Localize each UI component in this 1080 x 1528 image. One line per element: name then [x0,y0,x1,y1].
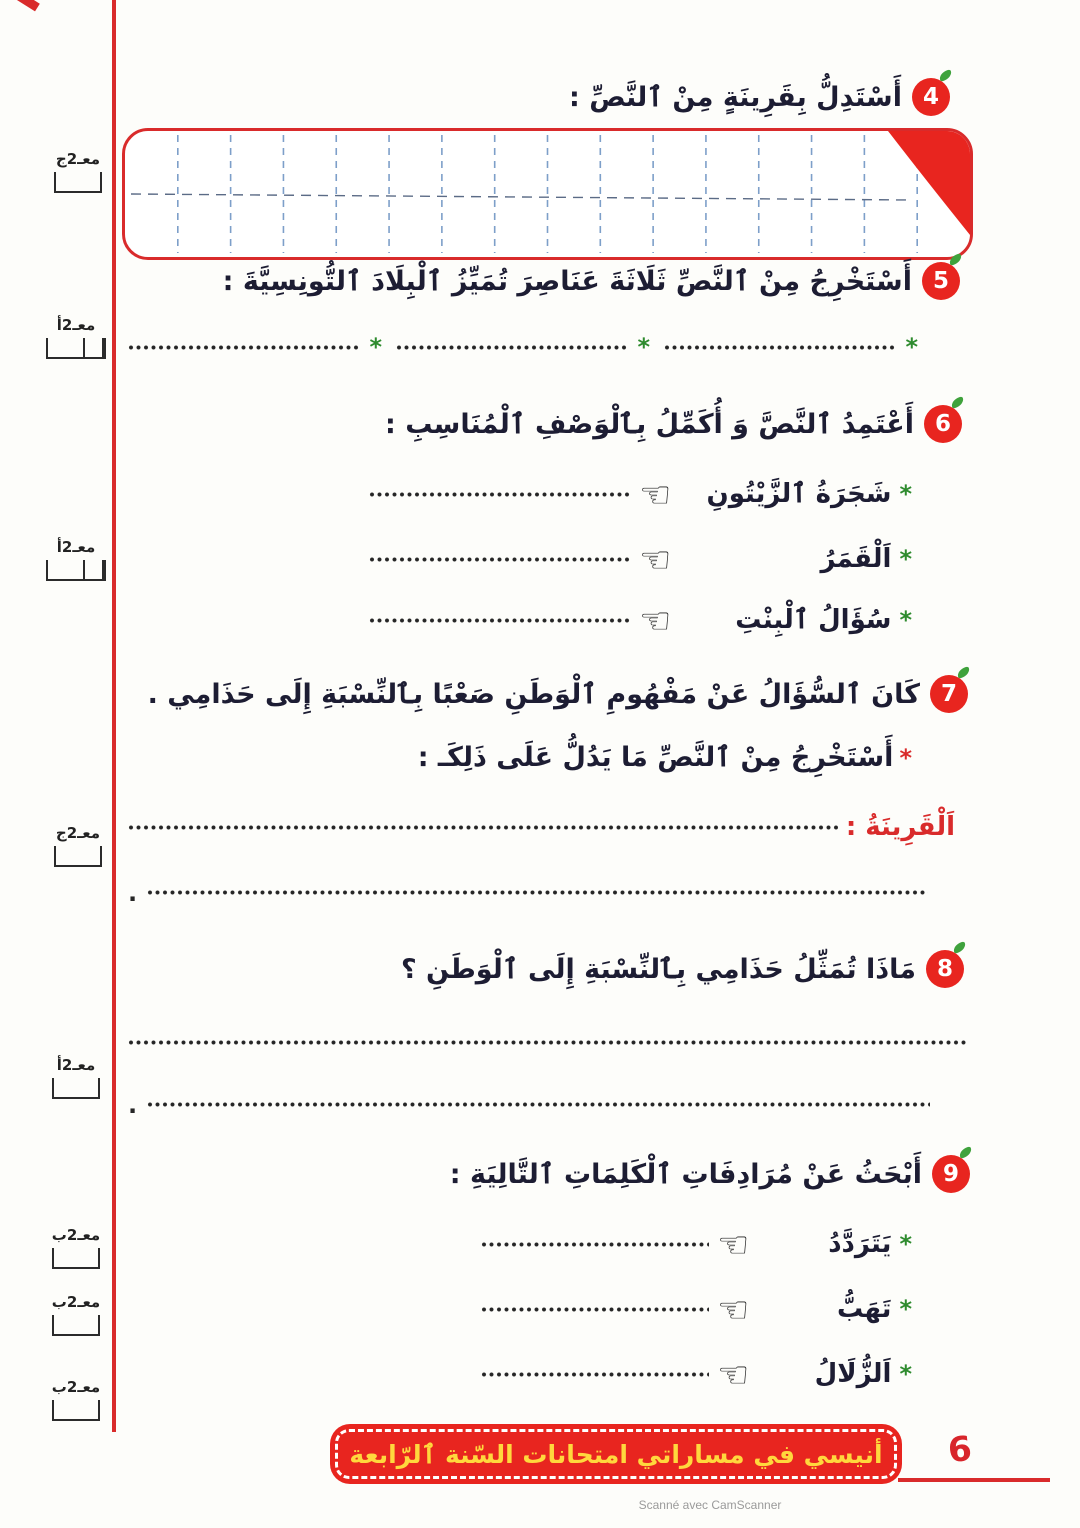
hand-pointing-left-icon: ☜ [717,1290,750,1331]
hand-pointing-left-icon: ☜ [639,475,672,516]
question-7-answer-row [128,812,955,842]
asterisk-marker: * [369,333,382,361]
dotted-line [369,616,631,625]
hand-pointing-left-icon: ☜ [717,1225,750,1266]
answer-blank [664,335,918,359]
question-number: 9 [943,1161,960,1187]
score-bracket [52,1315,100,1336]
question-9-item [481,1355,912,1396]
margin-mark [44,1058,108,1099]
question-number-badge [932,1155,970,1193]
dotted-line [369,555,631,564]
question-number-badge [924,405,962,443]
asterisk-marker: * [899,1230,912,1258]
dotted-line [128,1038,966,1047]
question-text: أَسْتَخْرِجُ مِنْ ٱلنَّصِّ ثَلَاثَةَ عَنَاصِرَ تُمَيِّزُ ٱلْبِلَادَ ٱلتُّونِسِيَّةَ : [222,265,912,297]
criterion-label: معـ2ب [51,1293,101,1311]
question-number-badge [912,78,950,116]
question-8-answer-line-2: . [128,1100,930,1109]
score-bracket [52,1078,100,1099]
question-7-answer-line-2: . [128,888,928,897]
dotted-line [664,343,897,352]
subtask-text: أَسْتَخْرِجُ مِنْ ٱلنَّصِّ مَا يَدُلُّ عَلَى ذَلِكَـ : [417,742,894,773]
asterisk-marker: * [899,480,912,508]
score-bracket [54,172,102,193]
scan-credit: Scanné avec CamScanner [638,1498,782,1512]
dotted-line [147,888,928,897]
question-number: 8 [937,956,954,982]
answer-label: اَلْقَرِينَةُ : [845,812,955,842]
question-9-item [481,1225,912,1266]
question-number-badge [926,950,964,988]
asterisk-marker: * [899,1295,912,1323]
answer-blank [396,335,650,359]
question-number: 4 [923,84,940,110]
margin-mark [44,1380,108,1421]
margin-mark [44,318,108,359]
score-bracket [52,1248,100,1269]
criterion-label: معـ2ج [55,824,101,842]
asterisk-marker: * [899,743,912,772]
question-number-badge [922,262,960,300]
question-6-header [385,405,962,443]
question-7-header [148,675,968,713]
score-bracket [52,1400,100,1421]
question-5-header [223,262,960,300]
hand-pointing-left-icon: ☜ [639,601,672,642]
question-6-item [369,540,912,581]
item-label: سُؤَالُ ٱلْبِنْتِ [735,605,892,635]
leaf-icon [956,666,971,679]
page-number: 6 [945,1428,974,1472]
question-number: 5 [933,268,950,294]
item-label: يَتَرَدَّدُ [828,1229,892,1259]
asterisk-marker: * [899,1360,912,1388]
footer-rule-line [898,1478,1050,1482]
dotted-line [481,1305,709,1314]
asterisk-marker: * [899,545,912,573]
item-label: اَلْقَمَرُ [820,544,892,574]
question-4-header [569,78,950,116]
leaf-icon [958,1146,973,1159]
dotted-line [147,1100,930,1109]
item-label: شَجَرَةُ ٱلزَّيْتُونِ [706,479,892,509]
question-9-item [481,1290,912,1331]
margin-mark [46,152,110,193]
question-text: كَانَ ٱلسُّؤَالُ عَنْ مَفْهُومِ ٱلْوَطَنِ صَعْبًا بِٱلنِّسْبَةِ إِلَى حَذَامِي . [147,678,920,710]
answer-grid-box [122,128,973,260]
question-number: 7 [941,681,958,707]
question-9-header [450,1155,970,1193]
asterisk-marker: * [899,606,912,634]
criterion-label: معـ2أ [56,1056,96,1074]
dotted-line [369,490,631,499]
score-bracket [54,846,102,867]
question-number: 6 [935,411,952,437]
question-8-header [401,950,964,988]
leaf-icon [952,941,967,954]
question-text: أَعْتَمِدُ ٱلنَّصَّ وَ أُكَمِّلُ بِٱلْوَصْفِ ٱلْمُنَاسِبِ : [385,408,914,440]
footer-banner [330,1424,902,1484]
leaf-icon [950,396,965,409]
margin-mark [44,540,108,581]
criterion-label: معـ2أ [56,538,96,556]
dotted-line [128,823,838,832]
margin-rule-line [112,0,116,1432]
grid-lines [125,131,970,257]
margin-mark [46,826,110,867]
margin-mark [44,1295,108,1336]
question-5-blanks [128,335,918,359]
leaf-icon [938,69,953,82]
margin-mark [44,1228,108,1269]
asterisk-marker: * [637,333,650,361]
criterion-label: معـ2أ [56,316,96,334]
dotted-line [396,343,629,352]
question-text: أَبْحَثُ عَنْ مُرَادِفَاتِ ٱلْكَلِمَاتِ ٱلتَّالِيَةِ : [449,1158,922,1190]
dotted-line [128,343,361,352]
dotted-line [481,1370,709,1379]
question-6-item [369,475,912,516]
item-label: اَلزُّلَالُ [814,1359,892,1389]
criterion-label: معـ2ب [51,1226,101,1244]
item-label: تَهَبُّ [836,1294,892,1324]
question-6-item [369,601,912,642]
asterisk-marker: * [905,333,918,361]
criterion-label: معـ2ب [51,1378,101,1396]
question-text: أَسْتَدِلُّ بِقَرِينَةٍ مِنْ ٱلنَّصِّ : [569,81,902,113]
answer-blank [128,335,382,359]
score-bracket [46,338,106,359]
dotted-line [481,1240,709,1249]
page-edge-mark [6,0,40,11]
folded-corner-icon [850,131,970,241]
hand-pointing-left-icon: ☜ [639,540,672,581]
score-bracket [46,560,106,581]
question-number-badge [930,675,968,713]
question-7-subtask [418,742,912,773]
footer-banner-text: أنيسي في مساراتي امتحانات السّنة ٱلرّابعة [349,1439,883,1469]
criterion-label: معـ2ج [55,150,101,168]
question-text: مَاذَا تُمَثِّلُ حَذَامِي بِٱلنِّسْبَةِ إِلَى ٱلْوَطَنِ ؟ [400,953,916,985]
hand-pointing-left-icon: ☜ [717,1355,750,1396]
